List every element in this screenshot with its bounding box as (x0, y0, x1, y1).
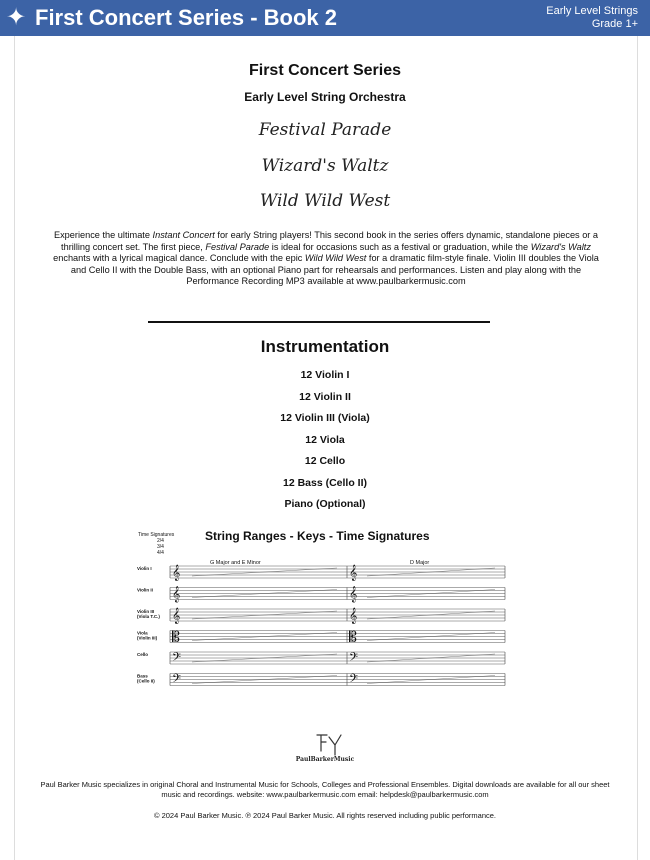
desc-text-5: for a dramatic film-style finale. Violin III doubles the Viola and Cello II with the Double Bass, with an optional Piano part for rehearsals and performances. Listen and play along with the Performance Recording MP3 available at www.paulbarkermusic.com (70, 253, 599, 286)
piece-title-2: Wizard's Waltz (261, 156, 389, 176)
four-point-star-icon: ✦ (6, 4, 27, 31)
desc-em-4: Wild Wild West (304, 253, 367, 263)
staff-label-sub: (Cello II) (137, 678, 155, 684)
treble-clef-icon: 𝄞 (349, 586, 358, 603)
alto-clef-icon: 𝄡 (349, 629, 357, 646)
level-line-2: Grade 1+ (591, 18, 638, 30)
level-line-1: Early Level Strings (546, 5, 638, 17)
header-title: First Concert Series - Book 2 (35, 5, 337, 30)
staff-label: Violin III (137, 609, 155, 614)
instrumentation-title: Instrumentation (260, 337, 390, 356)
time-sig-1: 2/4 (157, 538, 164, 544)
description (48, 230, 604, 288)
list-item: 12 Bass (Cello II) (282, 476, 368, 489)
bass-clef-icon: 𝄢 (172, 651, 182, 667)
list-item: 12 Cello (304, 455, 346, 467)
time-sig-3: 4/4 (157, 550, 164, 556)
desc-em-3: Wizard's Waltz (530, 241, 591, 252)
staff-label: Violin I (137, 566, 152, 571)
staff-label-sub: (Violin III) (137, 635, 158, 641)
list-item: 12 Violin II (299, 390, 351, 403)
staff-label: Cello (137, 652, 149, 657)
key-right-label: D Major (410, 560, 430, 566)
piece-title-3: Wild Wild West (259, 191, 391, 211)
divider (148, 321, 490, 323)
time-sig-2: 3/4 (157, 544, 164, 550)
list-item: 12 Violin I (300, 369, 350, 381)
header-bar (0, 0, 650, 36)
desc-em-2: Festival Parade (205, 241, 270, 252)
series-title: First Concert Series (248, 62, 402, 79)
treble-clef-icon: 𝄞 (172, 608, 181, 624)
alto-clef-icon: 𝄡 (172, 629, 180, 646)
bass-clef-icon: 𝄢 (349, 672, 359, 689)
staff-label-sub: (Viola T.C.) (137, 614, 160, 619)
time-sig-label: Time Signatures (138, 532, 175, 538)
bass-clef-icon: 𝄢 (172, 672, 182, 689)
key-left-label: G Major and E Minor (210, 560, 261, 566)
series-subtitle: Early Level String Orchestra (244, 90, 406, 104)
list-item: Piano (Optional) (284, 498, 366, 510)
treble-clef-icon: 𝄞 (172, 586, 181, 603)
treble-clef-icon: 𝄞 (349, 608, 358, 624)
level-info (546, 5, 638, 31)
desc-text-3: is ideal for occasions such as a festival or graduation, while the (269, 241, 531, 252)
desc-text-4: enchants with a lyrical magical dance. Conclude with the epic (53, 253, 305, 263)
footer-text: Paul Barker Music specializes in original Choral and Instrumental Music for Schools, Colleges and Professional Ensembles. Digital downloads are available for all our sheet music and recordings. website: www.paulbarkermusic.com email: helpdesk@paulbarkermusic.com (40, 780, 610, 799)
piece-title-1: Festival Parade (258, 120, 392, 140)
treble-clef-icon: 𝄞 (349, 565, 358, 581)
copyright: © 2024 Paul Barker Music. ℗ 2024 Paul Barker Music. All rights reserved including public performance. (153, 811, 497, 820)
desc-em-1: Instant Concert (152, 230, 215, 240)
staff-label: Viola (137, 630, 148, 636)
list-item: 12 Viola (305, 433, 345, 446)
ranges-title: String Ranges - Keys - Time Signatures (205, 529, 430, 543)
instrumentation-list (0, 368, 650, 519)
list-item: 12 Violin III (Viola) (280, 412, 370, 424)
desc-text-1: Experience the ultimate (53, 230, 153, 240)
staff-label: Bass (137, 673, 148, 679)
staff-label: Violin II (137, 587, 153, 593)
logo-text: PaulBarkerMusic (295, 756, 355, 763)
desc-text-2: for early String players! This second book in the series offers dynamic, standalone pieces or a thrilling concert set. The first piece, (61, 230, 599, 252)
treble-clef-icon: 𝄞 (172, 565, 181, 581)
bass-clef-icon: 𝄢 (349, 651, 359, 667)
